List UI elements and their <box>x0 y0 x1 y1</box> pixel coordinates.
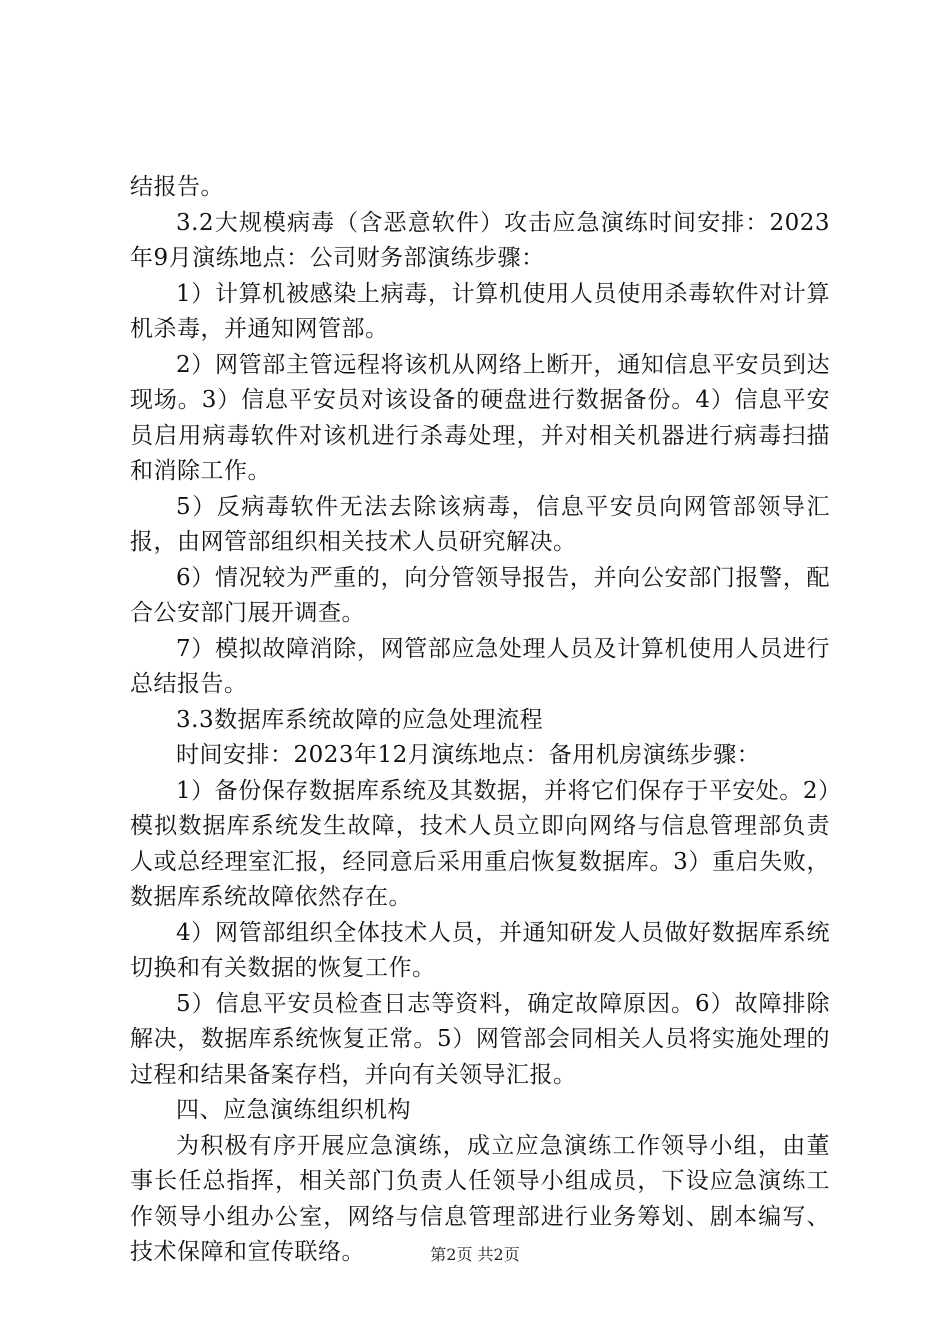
paragraph-step-7: 7）模拟故障消除，网管部应急处理人员及计算机使用人员进行总结报告。 <box>130 635 830 697</box>
paragraph-step-5: 5）反病毒软件无法去除该病毒，信息平安员向网管部领导汇报，由网管部组织相关技术人员研究解决。 <box>130 493 830 555</box>
paragraph-step-6: 6）情况较为严重的，向分管领导报告，并向公安部门报警，配合公安部门展开调查。 <box>130 564 830 626</box>
page-footer <box>0 1242 950 1265</box>
paragraph-step-1: 1）计算机被感染上病毒，计算机使用人员使用杀毒软件对计算机杀毒，并通知网管部。 <box>130 280 830 342</box>
paragraph-db-step-4: 4）网管部组织全体技术人员，并通知研发人员做好数据库系统切换和有关数据的恢复工作。 <box>130 919 830 981</box>
paragraph-step-2-4: 2）网管部主管远程将该机从网络上断开，通知信息平安员到达现场。3）信息平安员对该设备的硬盘进行数据备份。4）信息平安员启用病毒软件对该机进行杀毒处理，并对相关机器进行病毒扫描和消除工作。 <box>130 351 830 484</box>
paragraph-section-3-2: 3.2大规模病毒（含恶意软件）攻击应急演练时间安排：2023年9月演练地点：公司财务部演练步骤： <box>130 209 830 271</box>
page-number-label: 第2页 共2页 <box>430 1245 520 1264</box>
paragraph-db-steps-5-6: 5）信息平安员检查日志等资料，确定故障原因。6）故障排除解决，数据库系统恢复正常。5）网管部会同相关人员将实施处理的过程和结果备案存档，并向有关领导汇报。 <box>130 990 830 1088</box>
document-body <box>130 170 830 1271</box>
paragraph-section-4-heading: 四、应急演练组织机构 <box>176 1097 411 1123</box>
paragraph-continuation: 结报告。 <box>130 174 224 200</box>
paragraph-db-steps-1-3: 1）备份保存数据库系统及其数据，并将它们保存于平安处。2）模拟数据库系统发生故障，技术人员立即向网络与信息管理部负责人或总经理室汇报，经同意后采用重启恢复数据库。3）重启失败，数据库系统故障依然存在。 <box>130 777 830 910</box>
paragraph-schedule: 时间安排：2023年12月演练地点：备用机房演练步骤： <box>176 742 761 768</box>
paragraph-section-3-3-heading: 3.3数据库系统故障的应急处理流程 <box>176 706 544 733</box>
paragraph-organization: 为积极有序开展应急演练，成立应急演练工作领导小组，由董事长任总指挥，相关部门负责人任领导小组成员，下设应急演练工作领导小组办公室，网络与信息管理部进行业务筹划、剧本编写、技术保障和宣传联络。 <box>130 1132 830 1265</box>
